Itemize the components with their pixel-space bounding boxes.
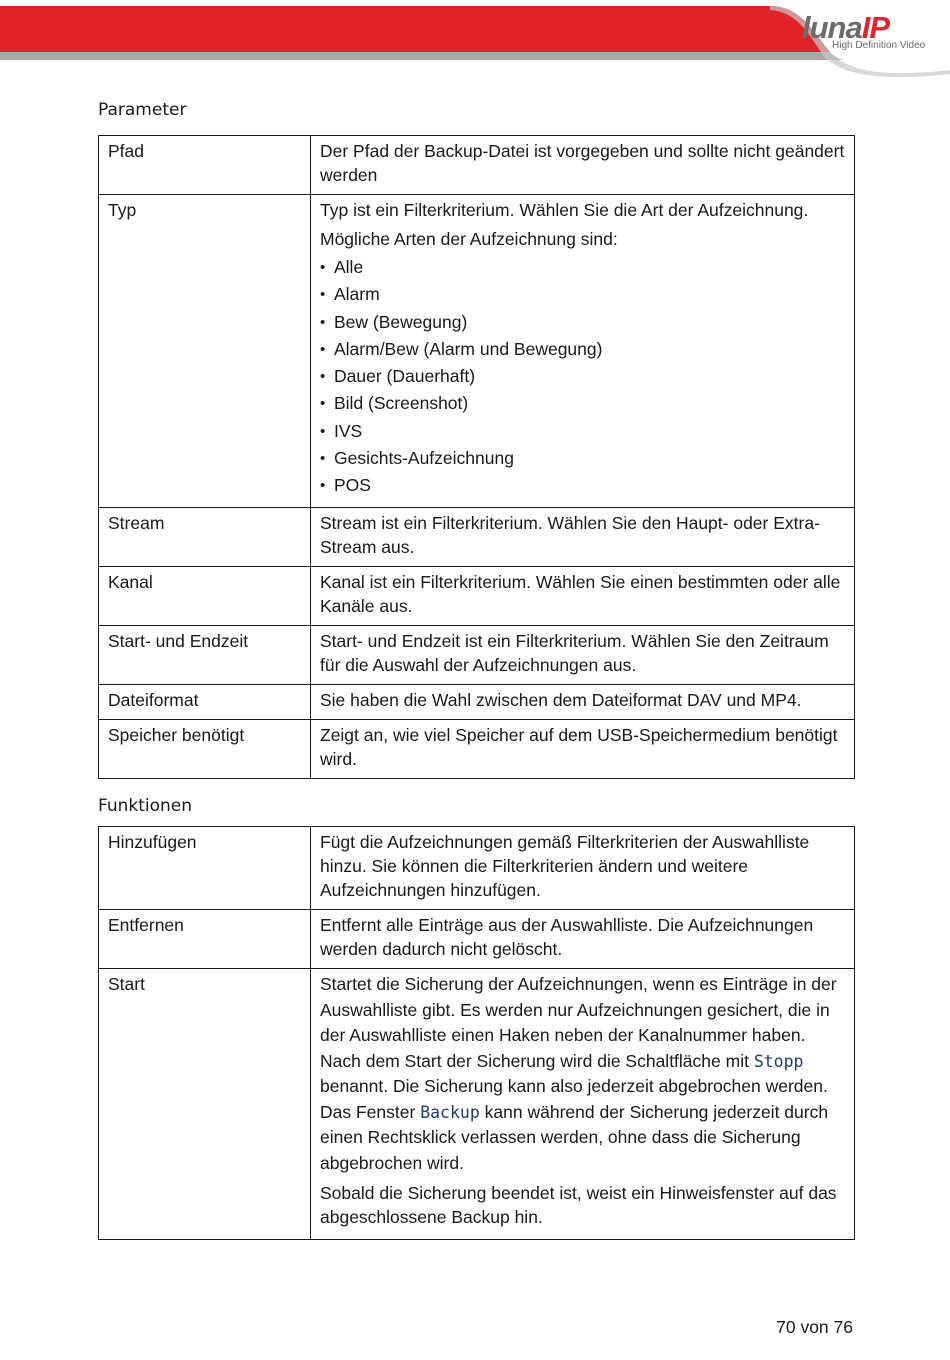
list-item: • POS [320, 472, 845, 499]
table-row [99, 827, 855, 910]
row-description [311, 827, 855, 910]
description-text-part: kann während der Sicherung jederzeit durch einen Rechtsklick verlassen werden, ohne dass die Sicherung abgebrochen wird. [320, 1101, 829, 1173]
parameter-table [98, 135, 855, 779]
table-row [99, 969, 855, 1240]
row-term: Pfad [99, 136, 311, 195]
description-text: Sie haben die Wahl zwischen dem Dateiformat DAV und MP4. [320, 689, 802, 710]
description-text: Start- und Endzeit ist ein Filterkriterium. Wählen Sie den Zeitraum für die Auswahl der Aufzeichnungen aus. [320, 630, 829, 675]
list-item: • IVS [320, 418, 845, 445]
table-row [99, 910, 855, 969]
brand-logo-accent: IP [861, 10, 890, 45]
list-item: • Alarm [320, 281, 845, 308]
description-text: Stream ist ein Filterkriterium. Wählen Sie den Haupt- oder Extra-Stream aus. [320, 512, 820, 557]
description-text-part: benannt. Die Sicherung kann also jederzeit abgebrochen werden. Das Fenster [320, 1076, 828, 1122]
row-description [311, 195, 855, 508]
row-term: Typ [99, 195, 311, 508]
ui-term-backup: Backup [420, 1102, 480, 1122]
list-item: • Bild (Screenshot) [320, 390, 845, 417]
row-description [311, 719, 855, 778]
row-term: Stream [99, 507, 311, 566]
row-description [311, 910, 855, 969]
row-term: Speicher benötigt [99, 719, 311, 778]
functions-table [98, 826, 855, 1240]
brand-logo-main: luna [802, 10, 862, 45]
table-row [99, 684, 855, 719]
row-term: Hinzufügen [99, 827, 311, 910]
row-term: Entfernen [99, 910, 311, 969]
description-text: Fügt die Aufzeichnungen gemäß Filterkriterien der Auswahlliste hinzu. Sie können die Filterkriterien ändern und weitere Aufzeichnungen hinzufügen. [320, 832, 810, 900]
row-term: Start- und Endzeit [99, 625, 311, 684]
table-row [99, 507, 855, 566]
description-text [320, 972, 845, 1176]
row-term: Start [99, 969, 311, 1240]
brand-tagline: High Definition Video [832, 40, 926, 51]
list-item: • Alarm/Bew (Alarm und Bewegung) [320, 336, 845, 363]
table-row [99, 719, 855, 778]
description-text: Mögliche Arten der Aufzeichnung sind: [320, 229, 618, 249]
table-row [99, 195, 855, 508]
description-text: Typ ist ein Filterkriterium. Wählen Sie die Art der Aufzeichnung. [320, 200, 809, 220]
row-description [311, 507, 855, 566]
row-description [311, 684, 855, 719]
description-text-part: Startet die Sicherung der Aufzeichnungen, wenn es Einträge in der Auswahlliste gibt. Es werden nur Aufzeichnungen gesichert, die in der Auswahlliste einen Haken neben der Kanalnummer haben. Nach dem Start der Sicherung wird die Schaltfläche mit [320, 974, 837, 1071]
row-description [311, 136, 855, 195]
list-item: • Gesichts-Aufzeichnung [320, 445, 845, 472]
list-item: • Alle [320, 254, 845, 281]
row-description [311, 625, 855, 684]
description-text: Entfernt alle Einträge aus der Auswahlliste. Die Aufzeichnungen werden dadurch nicht gelöscht. [320, 915, 814, 959]
table-row [99, 566, 855, 625]
list-item: • Dauer (Dauerhaft) [320, 363, 845, 390]
row-description [311, 566, 855, 625]
list-item: • Bew (Bewegung) [320, 309, 845, 336]
ui-term-stopp: Stopp [753, 1051, 804, 1071]
row-term: Kanal [99, 566, 311, 625]
table-row [99, 625, 855, 684]
description-text: Zeigt an, wie viel Speicher auf dem USB-Speichermedium benötigt wird. [320, 724, 838, 769]
page-number: 70 von 76 [776, 1317, 853, 1337]
section-heading-parameter: Parameter [98, 100, 187, 120]
bullet-list [320, 254, 845, 500]
row-term: Dateiformat [99, 684, 311, 719]
description-text: Der Pfad der Backup-Datei ist vorgegeben und sollte nicht geändert werden [320, 141, 845, 185]
section-heading-funktionen: Funktionen [98, 796, 193, 816]
row-description [311, 969, 855, 1240]
table-row [99, 136, 855, 195]
description-text: Kanal ist ein Filterkriterium. Wählen Sie einen bestimmten oder alle Kanäle aus. [320, 571, 841, 616]
description-text: Sobald die Sicherung beendet ist, weist ein Hinweisfenster auf das abgeschlossene Backup hin. [320, 1183, 837, 1227]
